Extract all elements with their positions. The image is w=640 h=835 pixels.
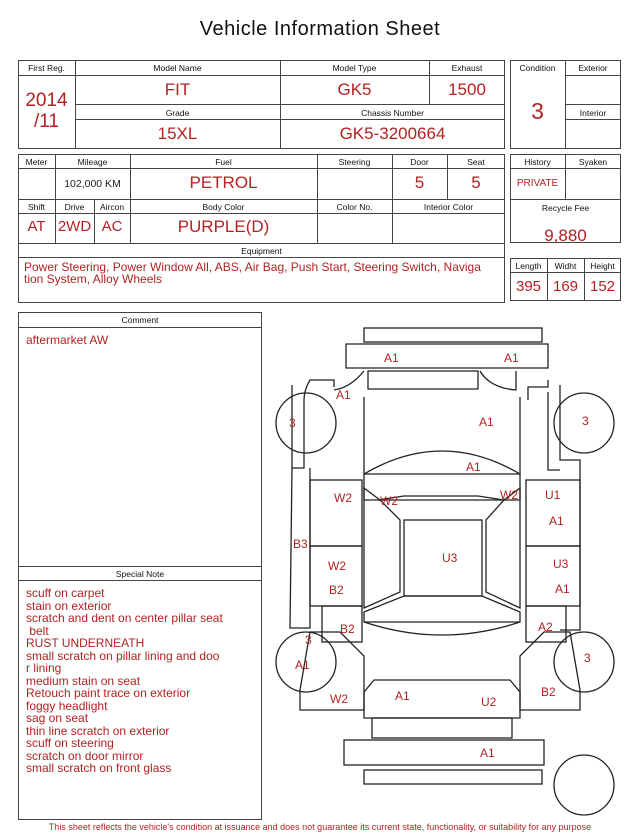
mark-trunk-right: U2 <box>481 695 497 709</box>
shift-label: Shift <box>27 202 45 212</box>
aircon-value: AC <box>101 218 123 235</box>
height-value: 152 <box>589 278 616 295</box>
special-note-item: belt <box>26 623 49 638</box>
equipment-line-1: Power Steering, Power Window All, ABS, Air Bag, Push Start, Steering Switch, Naviga <box>24 260 481 274</box>
mark-left-sill: B3 <box>293 537 308 551</box>
mark-front-glass: A1 <box>466 460 481 474</box>
mark-hood: A1 <box>479 415 494 429</box>
mark-right-rear-door-2: A1 <box>555 582 570 596</box>
mark-roof: U3 <box>442 551 458 565</box>
drive-label: Drive <box>64 202 85 212</box>
width-value: 169 <box>552 278 579 295</box>
special-note-item: r lining <box>26 661 62 675</box>
exhaust-label: Exhaust <box>451 63 483 73</box>
model-type-label: Model Type <box>332 63 377 73</box>
special-note-item: small scratch on pillar lining and doo <box>26 648 220 663</box>
mark-left-rear-door-1: W2 <box>328 559 346 573</box>
chassis-number-label: Chassis Number <box>361 108 424 118</box>
mark-right-front-door-1: U1 <box>545 488 561 502</box>
width-label: Widht <box>554 261 577 271</box>
mark-rear-right-panel: B2 <box>541 685 556 699</box>
color-no-label: Color No. <box>336 202 373 212</box>
mileage-label: Mileage <box>77 157 108 167</box>
shift-value: AT <box>27 218 46 235</box>
special-note-item: thin line scratch on exterior <box>26 723 170 738</box>
special-note-item: RUST UNDERNEATH <box>26 636 145 650</box>
special-note-item: scratch and dent on center pillar seat <box>26 611 223 625</box>
mark-right-rear-door-1: U3 <box>553 557 569 571</box>
mark-left-rear-door-2: B2 <box>329 583 344 597</box>
grade-label: Grade <box>165 108 190 118</box>
equipment-label: Equipment <box>241 246 282 256</box>
mark-front-left-tire: 3 <box>289 416 296 430</box>
length-label: Length <box>515 261 542 271</box>
special-note-item: foggy headlight <box>26 698 108 713</box>
fuel-value: PETROL <box>189 173 258 192</box>
body-color-value: PURPLE(D) <box>177 217 270 236</box>
equipment-line-2: tion System, Alloy Wheels <box>24 272 163 286</box>
mark-left-front-glass: W2 <box>380 494 398 508</box>
recycle-fee-value: 9,880 <box>544 226 587 245</box>
special-note-item: scuff on carpet <box>26 586 105 600</box>
aircon-label: Aircon <box>99 202 125 212</box>
mark-front-bumper-right: A1 <box>504 351 519 365</box>
first-reg-month: /11 <box>33 111 59 132</box>
history-label: History <box>524 157 551 167</box>
special-note-label: Special Note <box>115 569 165 579</box>
body-color-label: Body Color <box>202 202 245 212</box>
mark-rear-right-tire: 3 <box>584 651 591 665</box>
first-reg-label: First Reg. <box>28 63 65 73</box>
mileage-value: 102,000 KM <box>64 178 121 190</box>
mark-rear-left-wheel: A1 <box>295 658 310 672</box>
steering-label: Steering <box>338 157 371 167</box>
seat-value: 5 <box>471 173 481 192</box>
mark-right-front-glass: W2 <box>500 488 518 502</box>
length-value: 395 <box>515 278 542 295</box>
model-name-label: Model Name <box>153 63 202 73</box>
special-note-item: scuff on steering <box>26 736 114 750</box>
car-damage-diagram <box>270 318 635 816</box>
mark-front-left-fender: A1 <box>336 388 351 402</box>
mark-right-front-door-2: A1 <box>549 514 564 528</box>
chassis-number-value: GK5-3200664 <box>339 124 446 143</box>
special-note-item: stain on exterior <box>26 598 112 613</box>
drive-value: 2WD <box>57 218 92 235</box>
model-type-value: GK5 <box>337 80 372 99</box>
exterior-label: Exterior <box>578 63 608 73</box>
mark-left-front-pillar: W2 <box>334 491 352 505</box>
special-note-item: sag on seat <box>26 711 89 725</box>
mark-rear-left-tire: 3 <box>305 633 312 647</box>
special-note-item: scratch on door mirror <box>26 748 144 763</box>
syaken-label: Syaken <box>578 157 608 167</box>
disclaimer-footer: This sheet reflects the vehicle's condition at issuance and does not guarantee its current state, functionality, or suitability for any purpose <box>48 822 592 832</box>
mark-rear-left-panel: W2 <box>330 692 348 706</box>
model-name-value: FIT <box>164 80 191 99</box>
door-value: 5 <box>414 173 425 192</box>
comment-label: Comment <box>121 315 159 325</box>
grade-value: 15XL <box>157 124 198 143</box>
height-label: Height <box>590 261 615 271</box>
first-reg-year: 2014 <box>25 90 68 111</box>
mark-trunk-left: A1 <box>395 689 410 703</box>
fuel-label: Fuel <box>215 157 232 167</box>
mark-left-rear-quarter: B2 <box>340 622 355 636</box>
special-notes-list <box>26 587 258 775</box>
mark-front-right-tire: 3 <box>582 414 589 428</box>
mark-rear-bumper: A1 <box>480 746 495 760</box>
mark-right-rear-quarter: A2 <box>538 620 553 634</box>
door-label: Door <box>410 157 429 167</box>
sheet-title: Vehicle Information Sheet <box>199 18 441 40</box>
condition-label: Condition <box>519 63 556 73</box>
exhaust-value: 1500 <box>448 80 486 99</box>
mark-front-bumper-left: A1 <box>384 351 399 365</box>
special-note-item: Retouch paint trace on exterior <box>26 686 191 700</box>
recycle-fee-label: Recycle Fee <box>541 203 590 213</box>
history-value: PRIVATE <box>516 178 559 189</box>
comment-text: aftermarket AW <box>26 333 109 347</box>
special-note-item: small scratch on front glass <box>26 761 172 775</box>
condition-value: 3 <box>531 98 544 124</box>
meter-label: Meter <box>25 157 48 167</box>
special-note-item: medium stain on seat <box>26 673 141 688</box>
interior-color-label: Interior Color <box>423 202 474 212</box>
interior-label: Interior <box>579 108 607 118</box>
seat-label: Seat <box>467 157 485 167</box>
